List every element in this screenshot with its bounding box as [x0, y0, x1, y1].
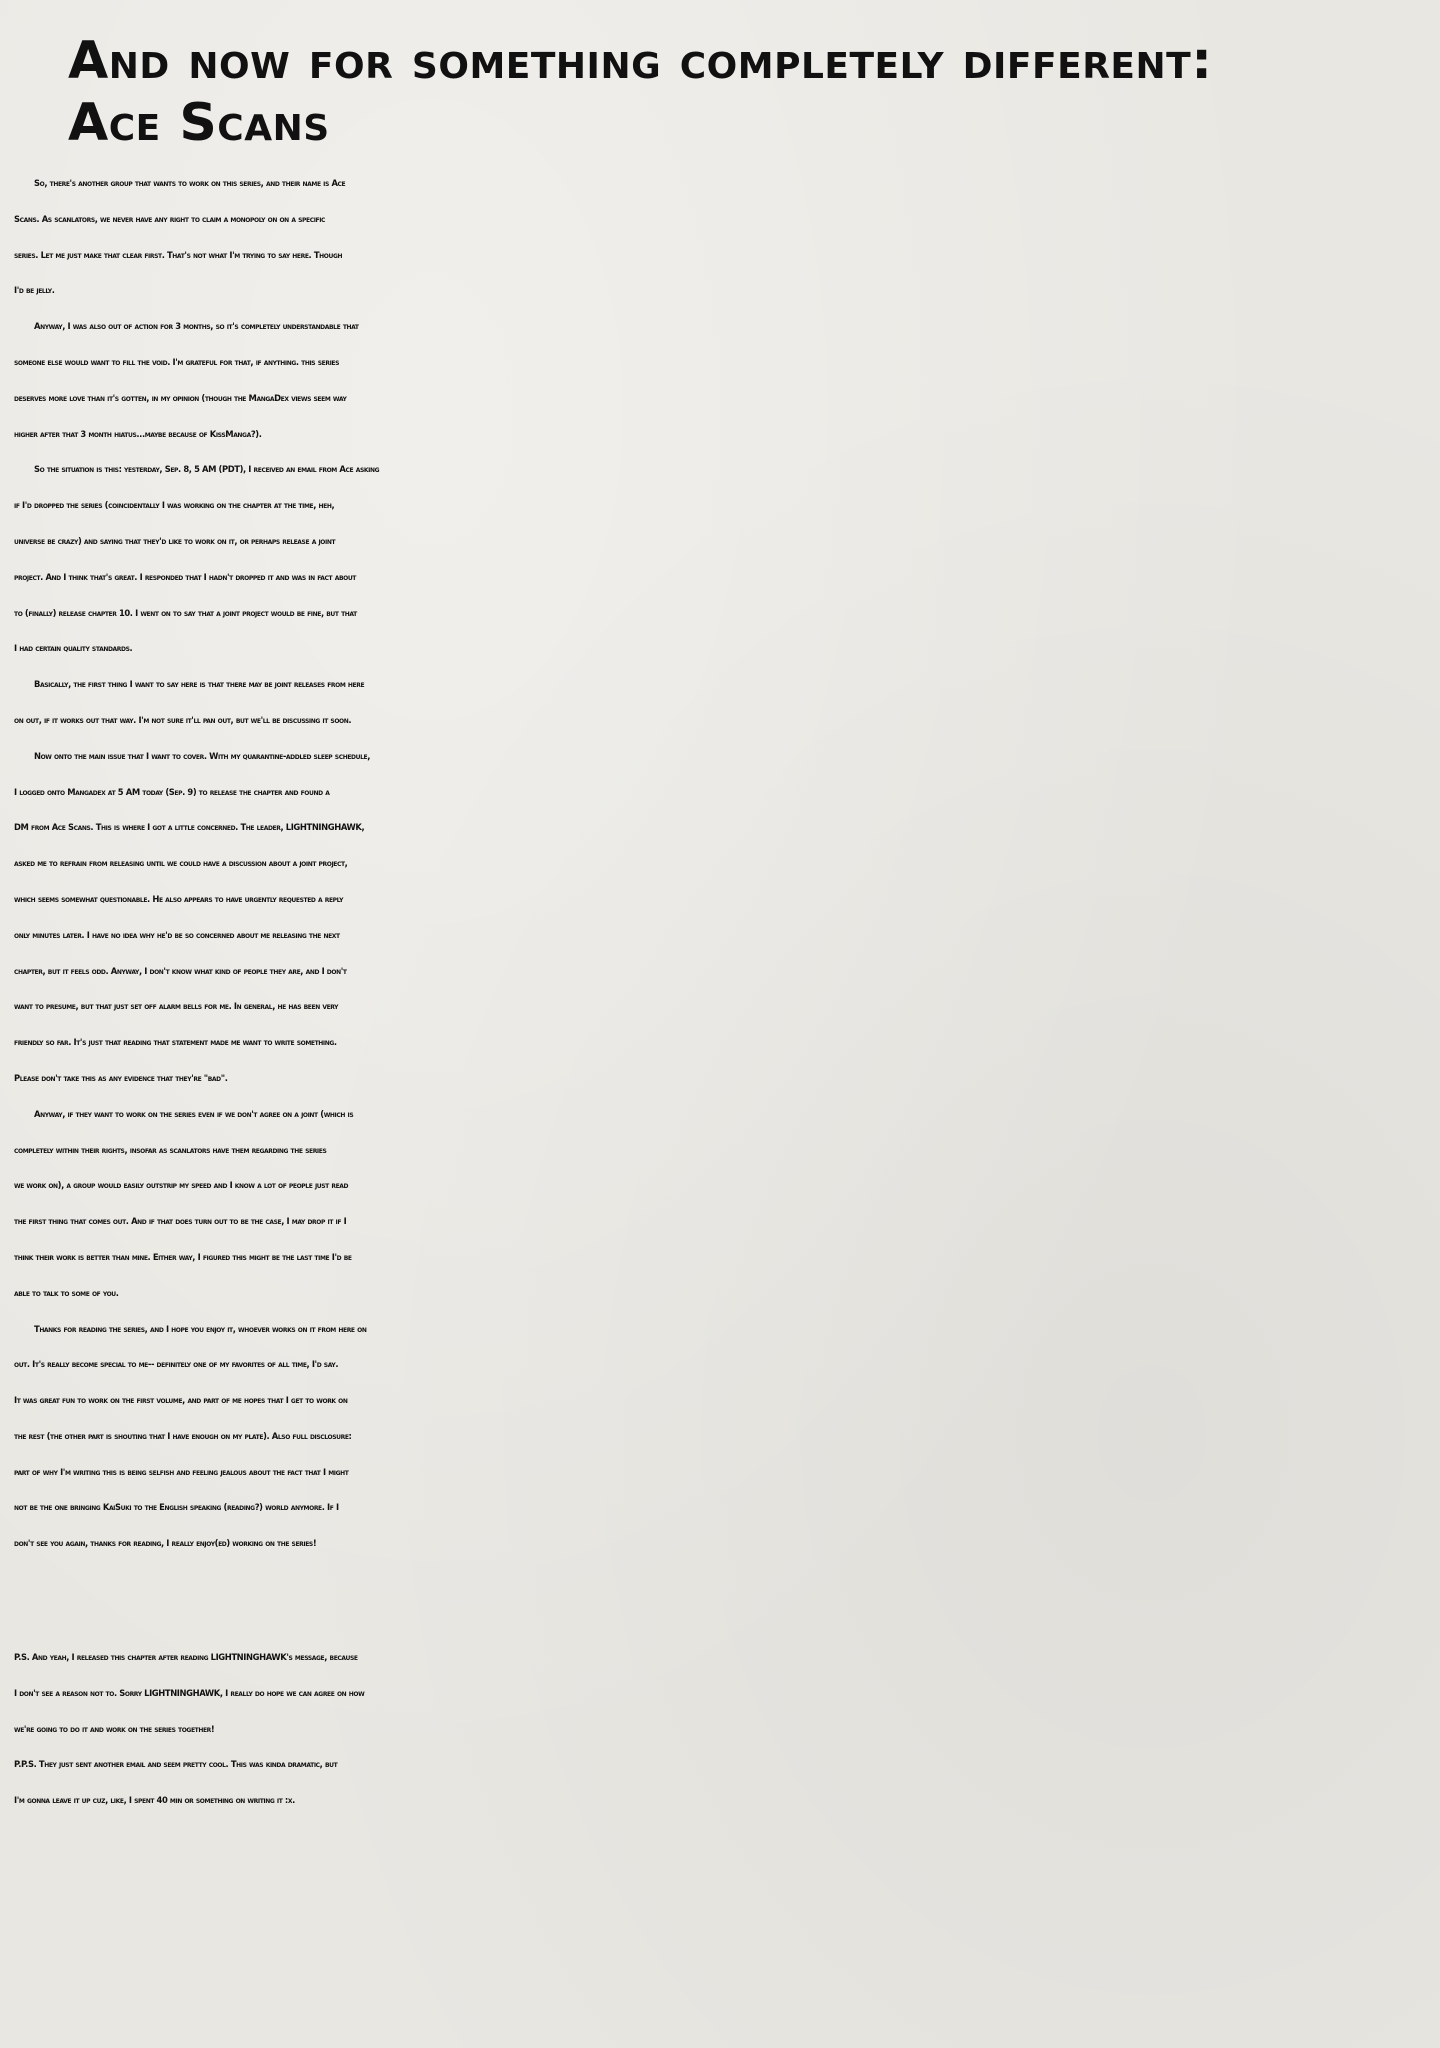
text-line: we're going to do it and work on the series together! — [14, 1723, 215, 1734]
paragraph-main-issue — [14, 739, 1434, 1097]
paragraph-situation — [14, 452, 1434, 667]
text-line: the rest (the other part is shouting that I have enough on my plate). Also full disclosure: — [14, 1430, 352, 1441]
postscript-ps — [14, 1640, 1434, 1747]
text-line: want to presume, but that just set off alarm bells for me. In general, he has been very — [14, 1001, 339, 1012]
text-line: Now onto the main issue that I want to cover. With my quarantine-addled sleep schedule, — [34, 750, 370, 761]
paragraph-joint-releases — [14, 667, 1434, 739]
text-line: able to talk to some of you. — [14, 1287, 119, 1298]
text-line: P.S. And yeah, I released this chapter after reading LIGHTNINGHAWK's message, because — [14, 1652, 358, 1662]
text-line: deserves more love than it's gotten, in my opinion (though the MangaDex views seem way — [14, 392, 347, 403]
paragraph-outcome — [14, 1097, 1434, 1312]
text-line: part of why I'm writing this is being selfish and feeling jealous about the fact that I might — [14, 1466, 349, 1477]
postscript-block — [14, 1640, 1434, 1819]
text-line: asked me to refrain from releasing until we could have a discussion about a joint project, — [14, 858, 348, 869]
text-line: don't see you again, thanks for reading, I really enjoy(ed) working on the series! — [14, 1538, 317, 1549]
note-body — [14, 166, 1434, 1562]
text-line: completely within their rights, insofar as scanlators have them regarding the series — [14, 1144, 327, 1155]
text-line: friendly so far. It's just that reading that statement made me want to write something. — [14, 1037, 337, 1048]
text-line: higher after that 3 month hiatus...maybe because of KissManga?). — [14, 428, 262, 439]
text-line: I had certain quality standards. — [14, 643, 133, 654]
title-line-1: And now for something completely different: — [68, 31, 1213, 91]
text-line: I logged onto Mangadex at 5 AM today (Sep. 9) to release the chapter and found a — [14, 786, 330, 797]
text-line: I don't see a reason not to. Sorry LIGHTNINGHAWK, I really do hope we can agree on how — [14, 1687, 365, 1698]
postscript-pps — [14, 1747, 1434, 1819]
text-line: only minutes later. I have no idea why he'd be so concerned about me releasing the next — [14, 929, 340, 940]
text-line: universe be crazy) and saying that they'd like to work on it, or perhaps release a joint — [14, 535, 336, 546]
text-line: think their work is better than mine. Either way, I figured this might be the last time I'd be — [14, 1251, 352, 1262]
text-line: It was great fun to work on the first volume, and part of me hopes that I get to work on — [14, 1395, 348, 1406]
text-line: Please don't take this as any evidence that they're "bad". — [14, 1072, 228, 1083]
text-line: Thanks for reading the series, and I hope you enjoy it, whoever works on it from here on — [34, 1323, 367, 1334]
text-line: DM from Ace Scans. This is where I got a little concerned. The leader, LIGHTNINGHAWK, — [14, 822, 365, 833]
text-line: series. Let me just make that clear first. That's not what I'm trying to say here. Though — [14, 249, 343, 260]
paragraph-intro — [14, 166, 1434, 309]
page-title — [68, 30, 1408, 154]
text-line: chapter, but it feels odd. Anyway, I don't know what kind of people they are, and I don't — [14, 965, 347, 976]
text-line: Basically, the first thing I want to say here is that there may be joint releases from here — [34, 679, 365, 690]
text-line: P.P.S. They just sent another email and seem pretty cool. This was kinda dramatic, but — [14, 1759, 338, 1770]
text-line: which seems somewhat questionable. He also appears to have urgently requested a reply — [14, 893, 344, 904]
text-line: not be the one bringing KaiSuki to the English speaking (reading?) world anymore. If I — [14, 1502, 339, 1513]
paragraph-hiatus — [14, 309, 1434, 452]
text-line: we work on), a group would easily outstrip my speed and I know a lot of people just read — [14, 1180, 349, 1191]
text-line: the first thing that comes out. And if that does turn out to be the case, I may drop it if I — [14, 1216, 347, 1227]
title-line-2: Ace Scans — [68, 93, 330, 153]
text-line: I'd be jelly. — [14, 285, 55, 296]
text-line: someone else would want to fill the void. I'm grateful for that, if anything. this series — [14, 356, 340, 367]
text-line: Anyway, I was also out of action for 3 months, so it's completely understandable that — [34, 321, 359, 332]
text-line: on out, if it works out that way. I'm not sure it'll pan out, but we'll be discussing it soon. — [14, 714, 352, 725]
text-line: So the situation is this: yesterday, Sep. 8, 5 AM (PDT), I received an email from Ace asking — [34, 464, 380, 475]
text-line: out. It's really become special to me-- definitely one of my favorites of all time, I'd say. — [14, 1359, 339, 1370]
text-line: if I'd dropped the series (coincidentally I was working on the chapter at the time, heh, — [14, 500, 335, 511]
text-line: I'm gonna leave it up cuz, like, I spent 40 min or something on writing it :x. — [14, 1795, 295, 1806]
text-line: Anyway, if they want to work on the series even if we don't agree on a joint (which is — [34, 1108, 354, 1119]
paragraph-thanks — [14, 1312, 1434, 1563]
text-line: Scans. As scanlators, we never have any right to claim a monopoly on on a specific — [14, 213, 326, 224]
text-line: project. And I think that's great. I responded that I hadn't dropped it and was in fact about — [14, 571, 356, 582]
text-line: So, there's another group that wants to work on this series, and their name is Ace — [34, 178, 346, 188]
text-line: to (finally) release chapter 10. I went on to say that a joint project would be fine, but that — [14, 607, 357, 618]
